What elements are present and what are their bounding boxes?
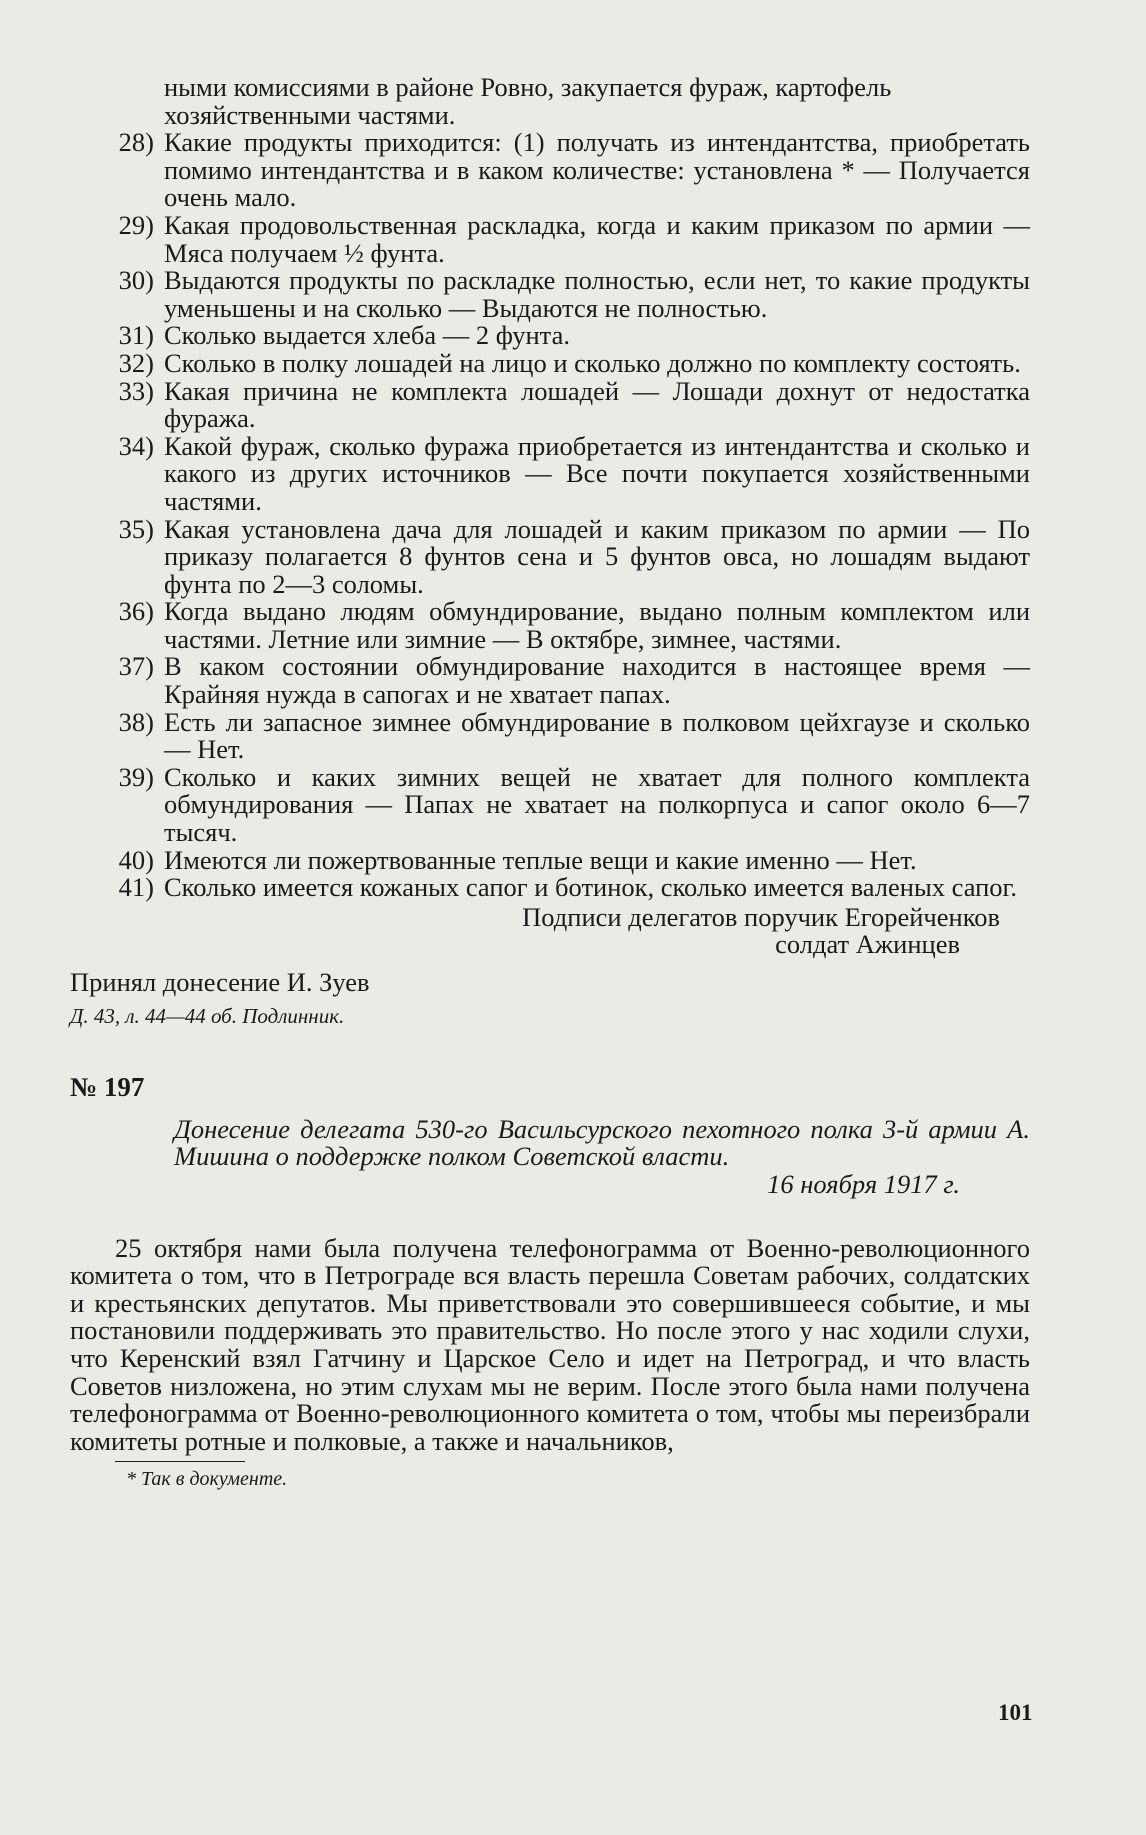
question-37	[70, 653, 1030, 708]
question-number: 30)	[118, 265, 154, 296]
question-number: 29)	[118, 209, 154, 240]
document-number: № 197	[70, 1072, 145, 1103]
question-38	[70, 706, 1030, 765]
question-40	[70, 844, 1030, 875]
continuation-text	[70, 74, 1030, 129]
question-number: 37)	[118, 651, 154, 682]
continuation-line-1: ными комиссиями в районе Ровно, закупается фураж, картофель	[164, 72, 892, 102]
continuation-line-2: хозяйственными частями.	[164, 99, 456, 130]
question-text: Есть ли запасное зимнее обмундирование в полковом цейхгаузе и сколько — Нет.	[164, 706, 1030, 765]
question-text: Какая установлена дача для лошадей и каким приказом по армии — По приказу полагается 8 фунтов сена и 5 фунтов овса, но лошадям выдают фунта по 2—3 соломы.	[164, 513, 1030, 599]
question-29	[70, 209, 1030, 268]
footnote: * Так в документе.	[126, 1468, 288, 1491]
question-30	[70, 267, 1030, 322]
question-text: Сколько в полку лошадей на лицо и сколько должно по комплекту состоять.	[164, 347, 1021, 378]
footnote-divider	[115, 1461, 245, 1462]
question-number: 40)	[118, 844, 154, 875]
document-date: 16 ноября 1917 г.	[767, 1168, 960, 1199]
body-paragraph: 25 октября нами была получена телефонограмма от Военно-революционного комитета о том, что в Петрограде вся власть перешла Советам рабочих, солдатских и крестьянских депутатов. Мы приветствовали это совершившееся событие, и мы постановили поддерживать это правительство. Но после этого у нас ходили слухи, что Керенский взял Гатчину и Царское Село и идет на Петроград, и что власть Советов низложена, но этим слухам мы не верим. После этого была нами получена телефонограмма от Военно-революционного комитета о том, чтобы мы переизбрали комитеты ротные и полковые, а также и начальников,	[70, 1232, 1030, 1456]
question-text: Какая причина не комплекта лошадей — Лошади дохнут от недостатка фуража.	[164, 375, 1030, 434]
question-number: 31)	[118, 320, 154, 351]
question-number: 39)	[118, 761, 154, 792]
question-35	[70, 513, 1030, 599]
question-text: Сколько выдается хлеба — 2 фунта.	[164, 320, 570, 351]
question-39	[70, 761, 1030, 848]
question-text: Выдаются продукты по раскладке полностью, если нет, то какие продукты уменьшены и на сколько — Выдаются не полностью.	[164, 265, 1030, 323]
question-text: Сколько и каких зимних вещей не хватает для полного комплекта обмундирования — Папах не хватает на полкорпуса и сапог около 6—7 тысяч.	[164, 761, 1030, 848]
signatures	[70, 901, 1030, 960]
question-number: 36)	[118, 596, 154, 627]
accepted-by: Принял донесение И. Зуев	[70, 967, 370, 997]
question-31	[70, 322, 1030, 350]
question-text: Когда выдано людям обмундирование, выдано полным комплектом или частями. Летние или зимние — В октябре, зимнее, частями.	[164, 596, 1030, 654]
document-title: Донесение делегата 530-го Васильсурского пехотного полка 3-й армии А. Мишина о поддержке полком Советской власти.	[174, 1113, 1030, 1172]
question-36	[70, 598, 1030, 653]
question-32	[70, 347, 1030, 378]
question-text: В каком состоянии обмундирование находится в настоящее время — Крайняя нужда в сапогах и не хватает папах.	[164, 651, 1030, 710]
page-number: 101	[998, 1700, 1033, 1725]
signature-line-2: солдат Ажинцев	[775, 929, 960, 960]
question-number: 38)	[118, 706, 154, 737]
question-34	[70, 430, 1030, 516]
signature-line-1: Подписи делегатов поручик Егорейченков	[522, 901, 1000, 932]
question-text: Какой фураж, сколько фуража приобретается из интендантства и сколько и какого из других источников — Все почти покупается хозяйственными частями.	[164, 430, 1030, 516]
question-text: Имеются ли пожертвованные теплые вещи и какие именно — Нет.	[164, 844, 917, 875]
question-28	[70, 129, 1030, 212]
document-page	[70, 74, 1030, 1494]
question-number: 35)	[118, 513, 154, 544]
question-number: 33)	[118, 375, 154, 406]
question-text: Какая продовольственная раскладка, когда и каким приказом по армии — Мяса получаем ½ фунта.	[164, 209, 1030, 268]
question-number: 41)	[118, 872, 154, 903]
question-text: Сколько имеется кожаных сапог и ботинок, сколько имеется валеных сапог.	[164, 872, 1018, 903]
question-text: Какие продукты приходится: (1) получать из интендантства, приобретать помимо интендантства и в каком количестве: установлена * — Получается очень мало.	[164, 127, 1030, 213]
question-number: 28)	[118, 127, 154, 158]
question-number: 34)	[118, 430, 154, 461]
archive-source: Д. 43, л. 44—44 об. Подлинник.	[70, 1003, 345, 1028]
question-number: 32)	[118, 347, 154, 378]
question-33	[70, 375, 1030, 434]
question-41	[70, 874, 1030, 902]
